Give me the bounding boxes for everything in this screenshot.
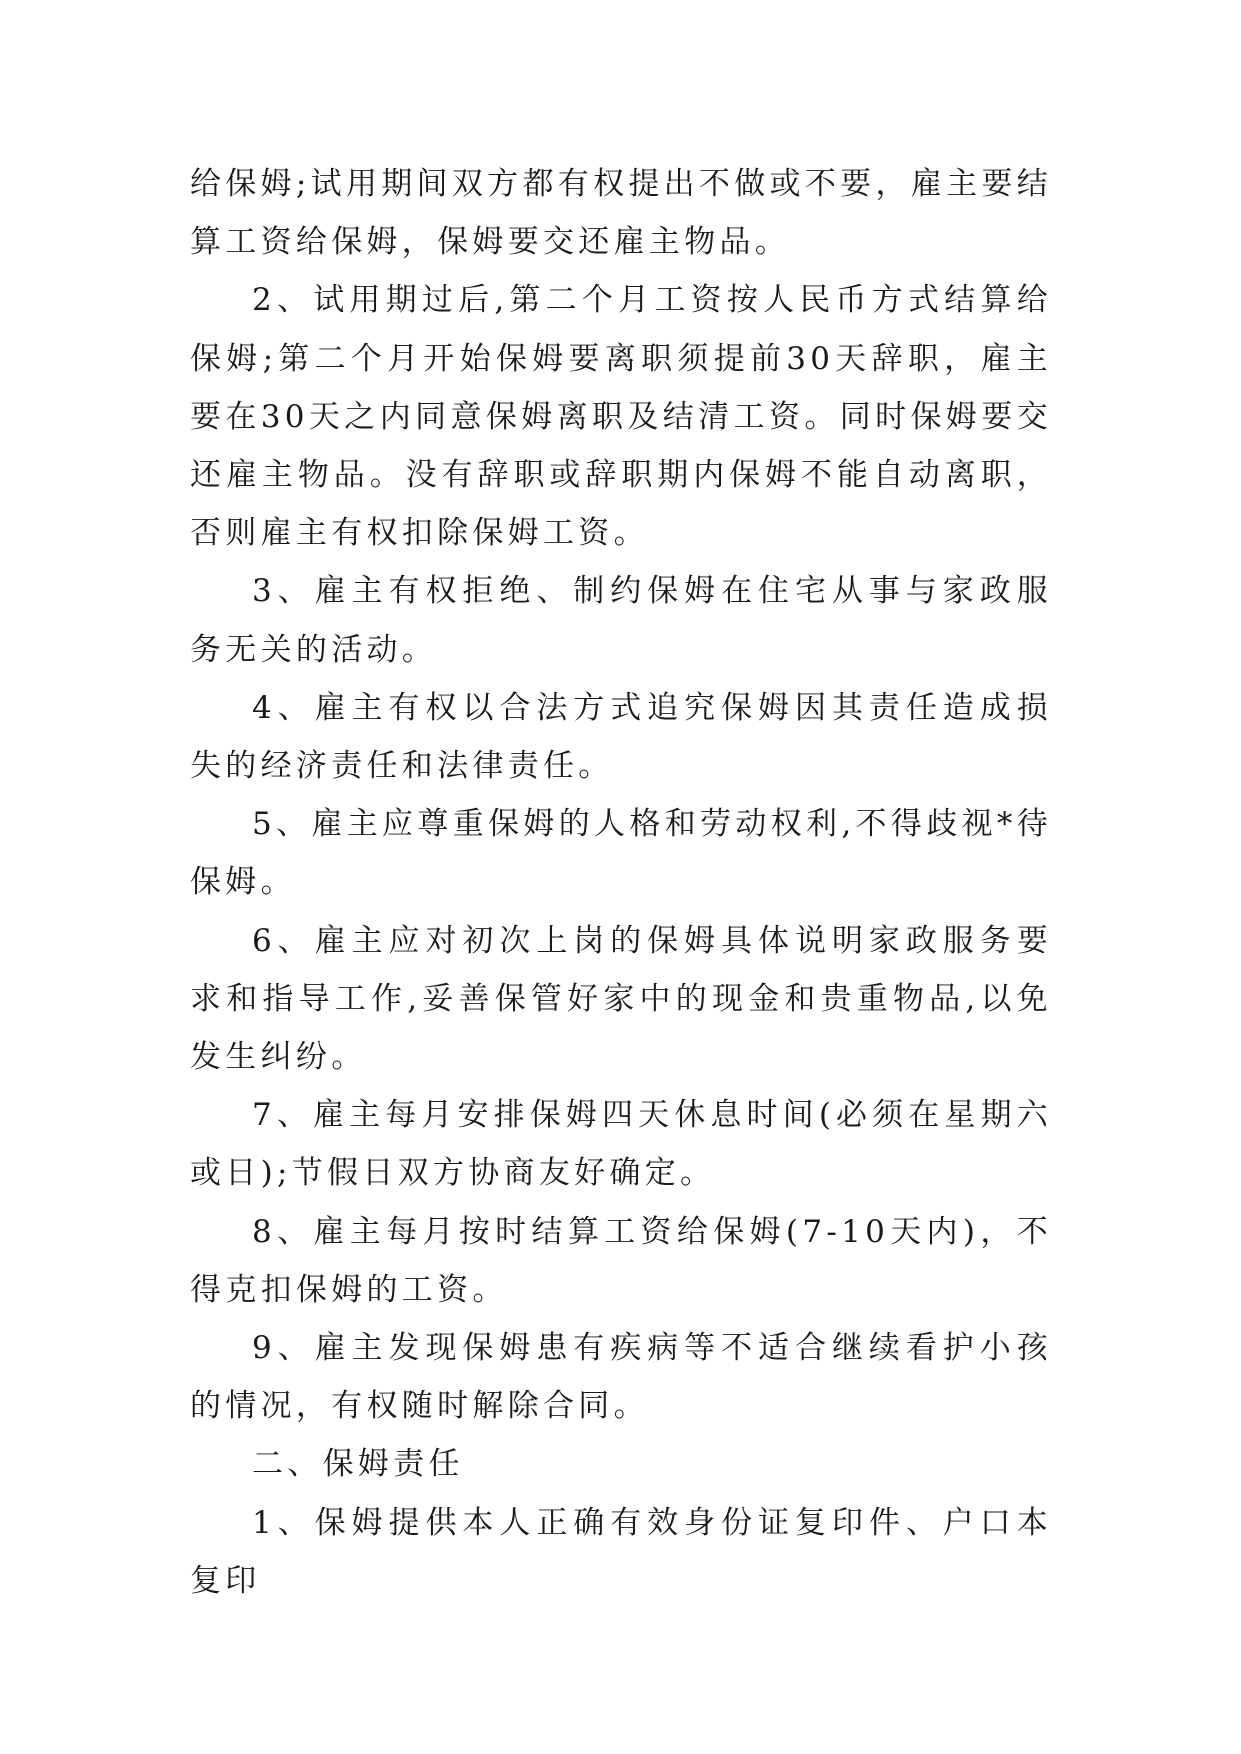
paragraph-item-5: 5、雇主应尊重保姆的人格和劳动权利,不得歧视*待保姆。 bbox=[190, 806, 1052, 901]
paragraph-item-9: 9、雇主发现保姆患有疾病等不适合继续看护小孩的情况，有权随时解除合同。 bbox=[190, 1330, 1052, 1425]
paragraph-item-2: 2、试用期过后,第二个月工资按人民币方式结算给保姆;第二个月开始保姆要离职须提前30天辞职，雇主要在30天之内同意保姆离职及结清工资。同时保姆要交还雇主物品。没有辞职或辞职期内保姆不能自动离职，否则雇主有权扣除保姆工资。 bbox=[190, 282, 1052, 552]
paragraph-item-7: 7、雇主每月安排保姆四天休息时间(必须在星期六或日);节假日双方协商友好确定。 bbox=[190, 1097, 1052, 1192]
section-heading-nanny-duties: 二、保姆责任 bbox=[252, 1446, 464, 1483]
paragraph-duty-1: 1、保姆提供本人正确有效身份证复印件、户口本复印 bbox=[190, 1504, 1052, 1599]
paragraph-item-8: 8、雇主每月按时结算工资给保姆(7-10天内)，不得克扣保姆的工资。 bbox=[190, 1213, 1052, 1308]
paragraph-item-6: 6、雇主应对初次上岗的保姆具体说明家政服务要求和指导工作,妥善保管好家中的现金和贵重物品,以免发生纠纷。 bbox=[190, 922, 1052, 1076]
paragraph-continuation: 给保姆;试用期间双方都有权提出不做或不要，雇主要结算工资给保姆，保姆要交还雇主物品。 bbox=[190, 166, 1052, 261]
document-body bbox=[190, 155, 1052, 1610]
paragraph-item-4: 4、雇主有权以合法方式追究保姆因其责任造成损失的经济责任和法律责任。 bbox=[190, 689, 1052, 785]
paragraph-item-3: 3、雇主有权拒绝、制约保姆在住宅从事与家政服务无关的活动。 bbox=[190, 573, 1052, 668]
